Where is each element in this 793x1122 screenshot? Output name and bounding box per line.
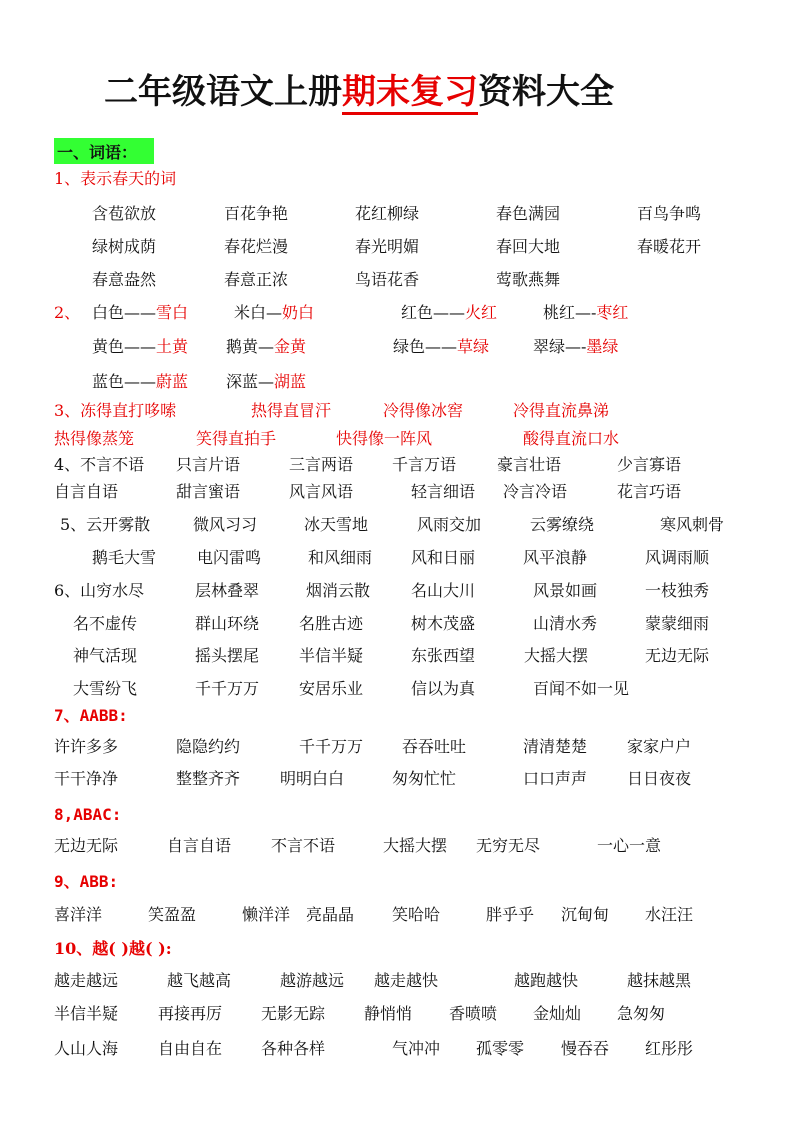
- word: 越飞越高: [167, 971, 232, 990]
- word: 静悄悄: [364, 1004, 413, 1023]
- word: 热得像蒸笼: [54, 429, 135, 448]
- word: 隐隐约约: [176, 737, 241, 756]
- section-heading: 一、词语：: [57, 143, 138, 162]
- word: 喜洋洋: [54, 905, 103, 924]
- group-number: 2、: [54, 303, 81, 322]
- word: 家家户户: [627, 737, 692, 756]
- color-pair: 白色——雪白: [92, 303, 189, 322]
- word: 无影无踪: [261, 1004, 326, 1023]
- word: 云雾缭绕: [530, 515, 595, 534]
- word: 再接再厉: [158, 1004, 223, 1023]
- word: 只言片语: [176, 455, 241, 474]
- word: 春花烂漫: [224, 237, 289, 256]
- word: 神气活现: [73, 646, 138, 665]
- word: 春暖花开: [637, 237, 702, 256]
- word: 孤零零: [476, 1039, 525, 1058]
- heading-aabb: 7、AABB:: [54, 706, 128, 725]
- word: 胖乎乎: [486, 905, 535, 924]
- word: 一枝独秀: [645, 581, 710, 600]
- word: 3、冻得直打哆嗦: [54, 401, 177, 420]
- word: 匆匆忙忙: [392, 769, 457, 788]
- word: 冷得像冰窖: [383, 401, 464, 420]
- word: 春意盎然: [92, 270, 157, 289]
- heading-spring: 1、表示春天的词: [54, 169, 177, 188]
- word: 莺歌燕舞: [496, 270, 561, 289]
- word: 春意正浓: [224, 270, 289, 289]
- word: 一心一意: [597, 836, 662, 855]
- word: 笑得直拍手: [196, 429, 277, 448]
- word: 东张西望: [411, 646, 476, 665]
- word: 无边无际: [645, 646, 710, 665]
- word: 自由自在: [158, 1039, 223, 1058]
- word: 不言不语: [271, 836, 336, 855]
- word: 甜言蜜语: [176, 482, 241, 501]
- word: 许许多多: [54, 737, 119, 756]
- word: 红彤彤: [645, 1039, 694, 1058]
- word: 安居乐业: [299, 679, 364, 698]
- word: 三言两语: [289, 455, 354, 474]
- word: 无穷无尽: [476, 836, 541, 855]
- word: 整整齐齐: [176, 769, 241, 788]
- word: 慢吞吞: [561, 1039, 610, 1058]
- word: 风雨交加: [417, 515, 482, 534]
- word: 半信半疑: [299, 646, 364, 665]
- word: 水汪汪: [645, 905, 694, 924]
- title-suffix: 资料大全: [478, 72, 614, 112]
- word: 含苞欲放: [92, 204, 157, 223]
- word: 烟消云散: [306, 581, 371, 600]
- word: 酸得直流口水: [523, 429, 620, 448]
- word: 冷言冷语: [503, 482, 568, 501]
- word: 越走越快: [374, 971, 439, 990]
- word: 少言寡语: [617, 455, 682, 474]
- word: 摇头摆尾: [195, 646, 260, 665]
- word: 名胜古迹: [299, 614, 364, 633]
- word: 懒洋洋: [242, 905, 291, 924]
- word: 吞吞吐吐: [402, 737, 467, 756]
- color-pair: 桃红—-枣红: [543, 303, 629, 322]
- word: 树木茂盛: [411, 614, 476, 633]
- word: 名山大川: [411, 581, 476, 600]
- color-pair: 黄色——土黄: [92, 337, 189, 356]
- word: 快得像一阵风: [336, 429, 433, 448]
- title-prefix: 二年级语文上册: [104, 72, 342, 112]
- word: 春回大地: [496, 237, 561, 256]
- word: 自言自语: [167, 836, 232, 855]
- word: 日日夜夜: [627, 769, 692, 788]
- word: 明明白白: [280, 769, 345, 788]
- word: 风平浪静: [523, 548, 588, 567]
- word: 冷得直流鼻涕: [513, 401, 610, 420]
- color-pair: 米白—奶白: [234, 303, 315, 322]
- word: 6、山穷水尽: [54, 581, 145, 600]
- word: 千言万语: [392, 455, 457, 474]
- word: 大摇大摆: [524, 646, 589, 665]
- word: 百闻不如一见: [533, 679, 630, 698]
- word: 绿树成荫: [92, 237, 157, 256]
- word: 轻言细语: [411, 482, 476, 501]
- word: 电闪雷鸣: [197, 548, 262, 567]
- word: 半信半疑: [54, 1004, 119, 1023]
- word: 各种各样: [261, 1039, 326, 1058]
- section-tag: [54, 138, 154, 164]
- word: 风调雨顺: [645, 548, 710, 567]
- word: 鹅毛大雪: [92, 548, 157, 567]
- color-pair: 鹅黄—金黄: [226, 337, 307, 356]
- color-pair: 翠绿—-墨绿: [533, 337, 619, 356]
- word: 急匆匆: [617, 1004, 666, 1023]
- word: 越抹越黑: [627, 971, 692, 990]
- word: 笑盈盈: [148, 905, 197, 924]
- page-title: [104, 66, 614, 118]
- word: 春色满园: [496, 204, 561, 223]
- heading-abb: 9、ABB:: [54, 872, 119, 891]
- word: 山清水秀: [533, 614, 598, 633]
- word: 自言自语: [54, 482, 119, 501]
- heading-yue: 10、越( )越( ):: [54, 939, 172, 958]
- word: 金灿灿: [533, 1004, 582, 1023]
- word: 越游越远: [280, 971, 345, 990]
- word: 花言巧语: [617, 482, 682, 501]
- word: 群山环绕: [195, 614, 260, 633]
- word: 笑哈哈: [392, 905, 441, 924]
- word: 风言风语: [289, 482, 354, 501]
- word: 层林叠翠: [195, 581, 260, 600]
- word: 无边无际: [54, 836, 119, 855]
- word: 越走越远: [54, 971, 119, 990]
- word: 香喷喷: [449, 1004, 498, 1023]
- word: 热得直冒汗: [251, 401, 332, 420]
- heading-abac: 8,ABAC:: [54, 805, 122, 824]
- word: 5、云开雾散: [60, 515, 151, 534]
- word: 4、不言不语: [54, 455, 145, 474]
- word: 百花争艳: [224, 204, 289, 223]
- word: 千千万万: [195, 679, 260, 698]
- word: 鸟语花香: [355, 270, 420, 289]
- word: 名不虚传: [73, 614, 138, 633]
- word: 风和日丽: [411, 548, 476, 567]
- word: 大雪纷飞: [73, 679, 138, 698]
- word: 亮晶晶: [306, 905, 355, 924]
- word: 寒风刺骨: [660, 515, 725, 534]
- word: 沉甸甸: [561, 905, 610, 924]
- color-pair: 红色——火红: [401, 303, 498, 322]
- word: 花红柳绿: [355, 204, 420, 223]
- word: 百鸟争鸣: [637, 204, 702, 223]
- word: 风景如画: [533, 581, 598, 600]
- word: 微风习习: [193, 515, 258, 534]
- word: 和风细雨: [308, 548, 373, 567]
- word: 蒙蒙细雨: [645, 614, 710, 633]
- word: 清清楚楚: [523, 737, 588, 756]
- title-highlight: 期末复习: [342, 72, 478, 115]
- word: 春光明媚: [355, 237, 420, 256]
- word: 信以为真: [411, 679, 476, 698]
- word: 冰天雪地: [304, 515, 369, 534]
- color-pair: 深蓝—湖蓝: [226, 372, 307, 391]
- word: 人山人海: [54, 1039, 119, 1058]
- word: 气冲冲: [392, 1039, 441, 1058]
- word: 千千万万: [299, 737, 364, 756]
- color-pair: 蓝色——蔚蓝: [92, 372, 189, 391]
- word: 越跑越快: [514, 971, 579, 990]
- word: 干干净净: [54, 769, 119, 788]
- word: 豪言壮语: [497, 455, 562, 474]
- word: 大摇大摆: [383, 836, 448, 855]
- color-pair: 绿色——草绿: [393, 337, 490, 356]
- word: 口口声声: [523, 769, 588, 788]
